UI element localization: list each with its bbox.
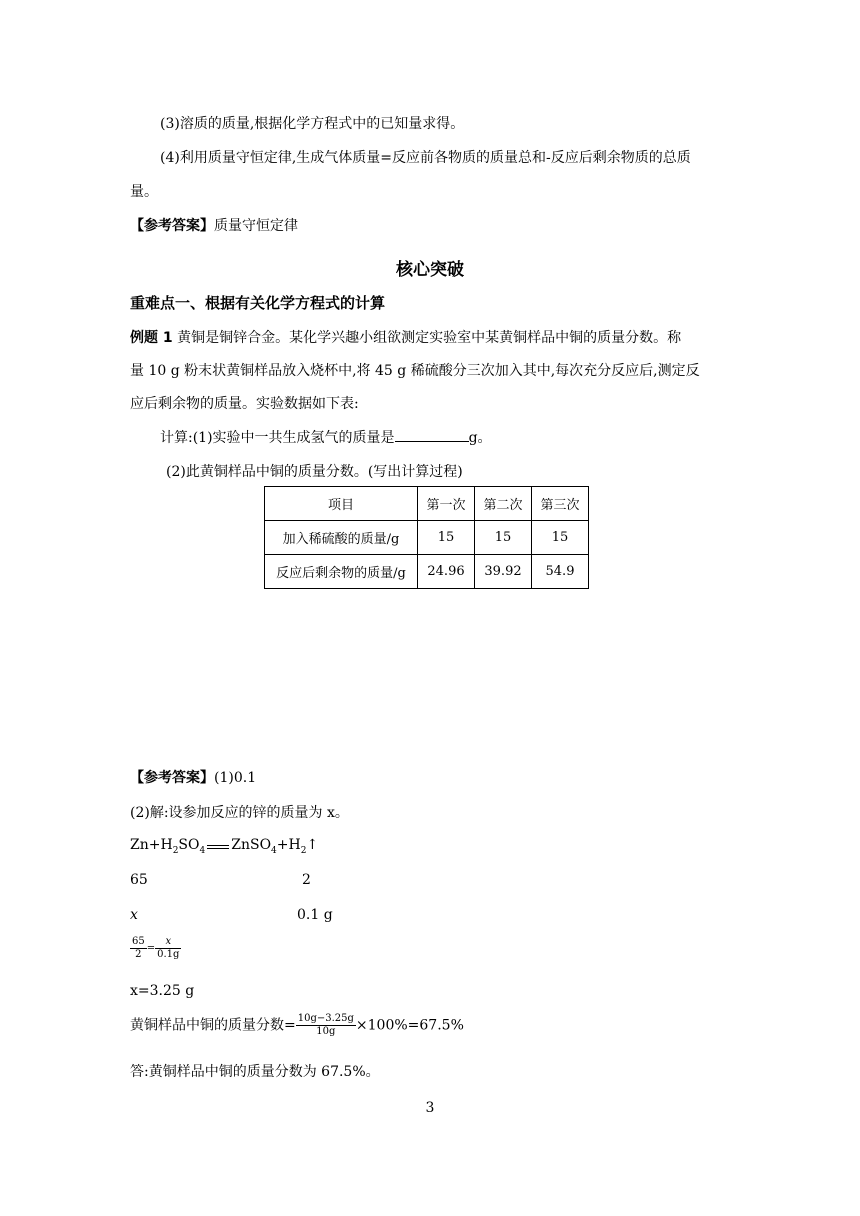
ratio-row-2-right: 0.1 g xyxy=(297,907,333,923)
section-heading: 重难点一、根据有关化学方程式的计算 xyxy=(130,294,386,312)
question-1-unit: g。 xyxy=(468,430,492,446)
solution-answer-label: 【参考答案】 xyxy=(130,770,214,786)
data-table xyxy=(264,486,589,589)
example-line1 xyxy=(130,327,681,347)
example-line3: 应后剩余物的质量。实验数据如下表: xyxy=(130,396,359,412)
equation-reactant-zn: Zn+H xyxy=(130,837,173,853)
table-row xyxy=(265,555,589,589)
example-label: 例题 1 xyxy=(130,330,173,346)
percentage-result: ×100%=67.5% xyxy=(355,1017,464,1034)
equation-subscript: 2 xyxy=(172,845,179,856)
paragraph-4-line1: (4)利用质量守恒定律,生成气体质量=反应前各物质的质量总和-反应后剩余物质的总质 xyxy=(160,150,691,166)
ratio-row-1-right: 2 xyxy=(302,872,311,888)
fraction-numerator: 10g−3.25g xyxy=(297,1013,354,1024)
fraction xyxy=(296,1013,356,1038)
equation-subscript: 2 xyxy=(300,845,307,856)
table-cell: 15 xyxy=(418,521,475,555)
equation-reactant-so4: SO xyxy=(178,837,200,853)
table-cell: 39.92 xyxy=(475,555,532,589)
fraction-numerator: x xyxy=(155,936,181,949)
section-title: 核心突破 xyxy=(396,260,464,280)
ratio-row-1-left: 65 xyxy=(130,872,148,888)
equation-product-h2: +H xyxy=(276,837,301,853)
intro-answer xyxy=(130,215,298,235)
table-header-cell: 项目 xyxy=(265,487,418,521)
table-cell: 加入稀硫酸的质量/g xyxy=(265,521,418,555)
table-header-cell: 第三次 xyxy=(532,487,589,521)
table-header-cell: 第二次 xyxy=(475,487,532,521)
equation-subscript: 4 xyxy=(199,845,206,856)
fraction-denominator: 0.1g xyxy=(157,949,180,960)
table-cell: 反应后剩余物的质量/g xyxy=(265,555,418,589)
fraction-denominator: 10g xyxy=(316,1026,336,1037)
question-2: (2)此黄铜样品中铜的质量分数。(写出计算过程) xyxy=(166,464,463,480)
answer-1-text: (1)0.1 xyxy=(214,770,257,786)
table-header-cell: 第一次 xyxy=(418,487,475,521)
table-cell: 15 xyxy=(532,521,589,555)
example-text-1: 黄铜是铜锌合金。某化学兴趣小组欲测定实验室中某黄铜样品中铜的质量分数。称 xyxy=(172,330,682,346)
answer-text: 质量守恒定律 xyxy=(214,218,298,234)
paragraph-3: (3)溶质的质量,根据化学方程式中的已知量求得。 xyxy=(160,116,465,132)
table-header-row xyxy=(265,487,589,521)
equation-subscript: 4 xyxy=(271,845,277,856)
percentage-label: 黄铜样品中铜的质量分数= xyxy=(130,1017,296,1034)
x-result: x=3.25 g xyxy=(130,983,195,999)
table-cell: 24.96 xyxy=(418,555,475,589)
fraction-denominator: 2 xyxy=(135,949,142,960)
ratio-row-2-left: x xyxy=(130,907,138,923)
gas-arrow-icon: ↑ xyxy=(306,837,319,853)
equation-product-znso4: ZnSO xyxy=(231,837,272,853)
proportion-fraction xyxy=(130,936,181,961)
answer-blank xyxy=(395,427,469,442)
fraction xyxy=(130,936,147,961)
answer-label: 【参考答案】 xyxy=(130,218,214,234)
question-1-text: 计算:(1)实验中一共生成氢气的质量是 xyxy=(160,430,395,446)
solution-answer-1 xyxy=(130,767,256,787)
fraction-equals: = xyxy=(146,943,156,954)
table-row xyxy=(265,521,589,555)
solution-answer-2: (2)解:设参加反应的锌的质量为 x。 xyxy=(130,805,349,821)
table-cell: 15 xyxy=(475,521,532,555)
percentage-calculation xyxy=(130,1013,464,1038)
paragraph-4-line2: 量。 xyxy=(130,184,158,200)
conclusion: 答:黄铜样品中铜的质量分数为 67.5%。 xyxy=(130,1064,380,1080)
fraction-numerator: 65 xyxy=(132,936,145,947)
example-line2: 量 10 g 粉末状黄铜样品放入烧杯中,将 45 g 稀硫酸分三次加入其中,每次充分反应后,测定反 xyxy=(130,363,700,379)
question-1 xyxy=(160,427,492,447)
page-number: 3 xyxy=(425,1100,435,1116)
table-cell: 54.9 xyxy=(532,555,589,589)
fraction xyxy=(155,936,181,961)
chemical-equation xyxy=(130,837,318,856)
